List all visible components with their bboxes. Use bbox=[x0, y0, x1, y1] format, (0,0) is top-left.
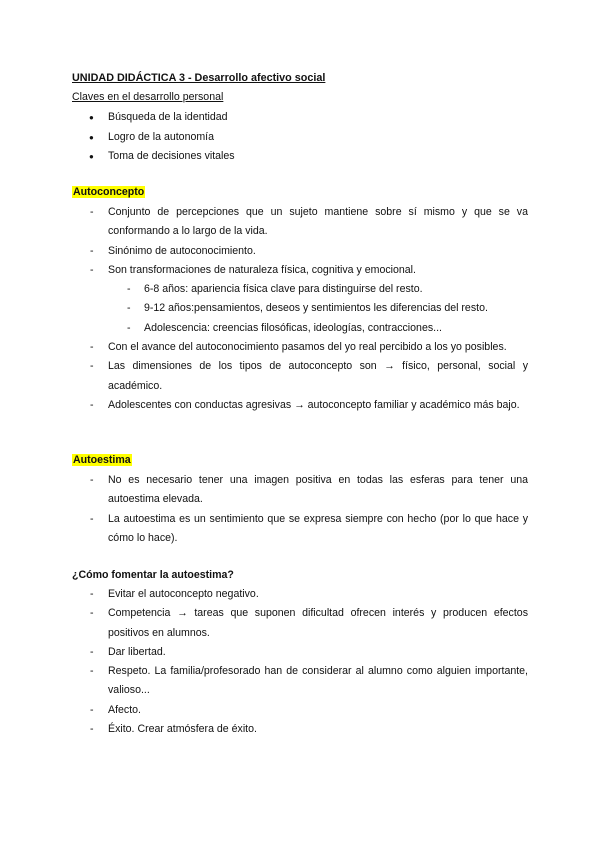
list-item: - Conjunto de percepciones que un sujeto mantiene sobre sí mismo y que se va conformando a lo largo de la vida. bbox=[72, 203, 528, 242]
list-item: - Competencia → tareas que suponen dificultad ofrecen interés y producen efectos positivos en alumnos. bbox=[72, 604, 528, 643]
autoestima-list bbox=[72, 471, 528, 548]
list-item: - Afecto. bbox=[72, 701, 528, 720]
fomentar-list bbox=[72, 585, 528, 739]
list-item: - Adolescentes con conductas agresivas → autoconcepto familiar y académico más bajo. bbox=[72, 396, 528, 415]
list-item: - Dar libertad. bbox=[72, 643, 528, 662]
list-item: - Son transformaciones de naturaleza física, cognitiva y emocional. bbox=[72, 261, 528, 280]
list-item: - Las dimensiones de los tipos de autoconcepto son → físico, personal, social y académico. bbox=[72, 357, 528, 396]
list-subitem: - 9-12 años:pensamientos, deseos y sentimientos les diferencias del resto. bbox=[72, 299, 528, 318]
list-item: - Respeto. La familia/profesorado han de considerar al alumno como alguien importante, valioso... bbox=[72, 662, 528, 701]
list-item: - Con el avance del autoconocimiento pasamos del yo real percibido a los yo posibles. bbox=[72, 338, 528, 357]
list-item: - La autoestima es un sentimiento que se expresa siempre con hecho (por lo que hace y cómo lo hace). bbox=[72, 510, 528, 549]
fomentar-heading: ¿Cómo fomentar la autoestima? bbox=[72, 569, 234, 581]
autoconcepto-list bbox=[72, 203, 528, 415]
list-item: ● Toma de decisiones vitales bbox=[72, 149, 235, 169]
list-subitem: - 6-8 años: apariencia física clave para distinguirse del resto. bbox=[72, 280, 528, 299]
list-item: ● Búsqueda de la identidad bbox=[72, 110, 235, 130]
document-title: UNIDAD DIDÁCTICA 3 - Desarrollo afectivo social bbox=[72, 72, 326, 84]
list-item: - Sinónimo de autoconocimiento. bbox=[72, 242, 528, 261]
list-item: - Evitar el autoconcepto negativo. bbox=[72, 585, 528, 604]
section-subtitle: Claves en el desarrollo personal bbox=[72, 91, 224, 103]
autoestima-heading: Autoestima bbox=[73, 454, 131, 466]
list-item: ● Logro de la autonomía bbox=[72, 130, 235, 150]
list-subitem: - Adolescencia: creencias filosóficas, ideologías, contracciones... bbox=[72, 319, 528, 338]
autoconcepto-heading: Autoconcepto bbox=[73, 186, 145, 198]
list-item: - Éxito. Crear atmósfera de éxito. bbox=[72, 720, 528, 739]
list-item: - No es necesario tener una imagen positiva en todas las esferas para tener una autoestima elevada. bbox=[72, 471, 528, 510]
key-points-list bbox=[72, 110, 235, 169]
